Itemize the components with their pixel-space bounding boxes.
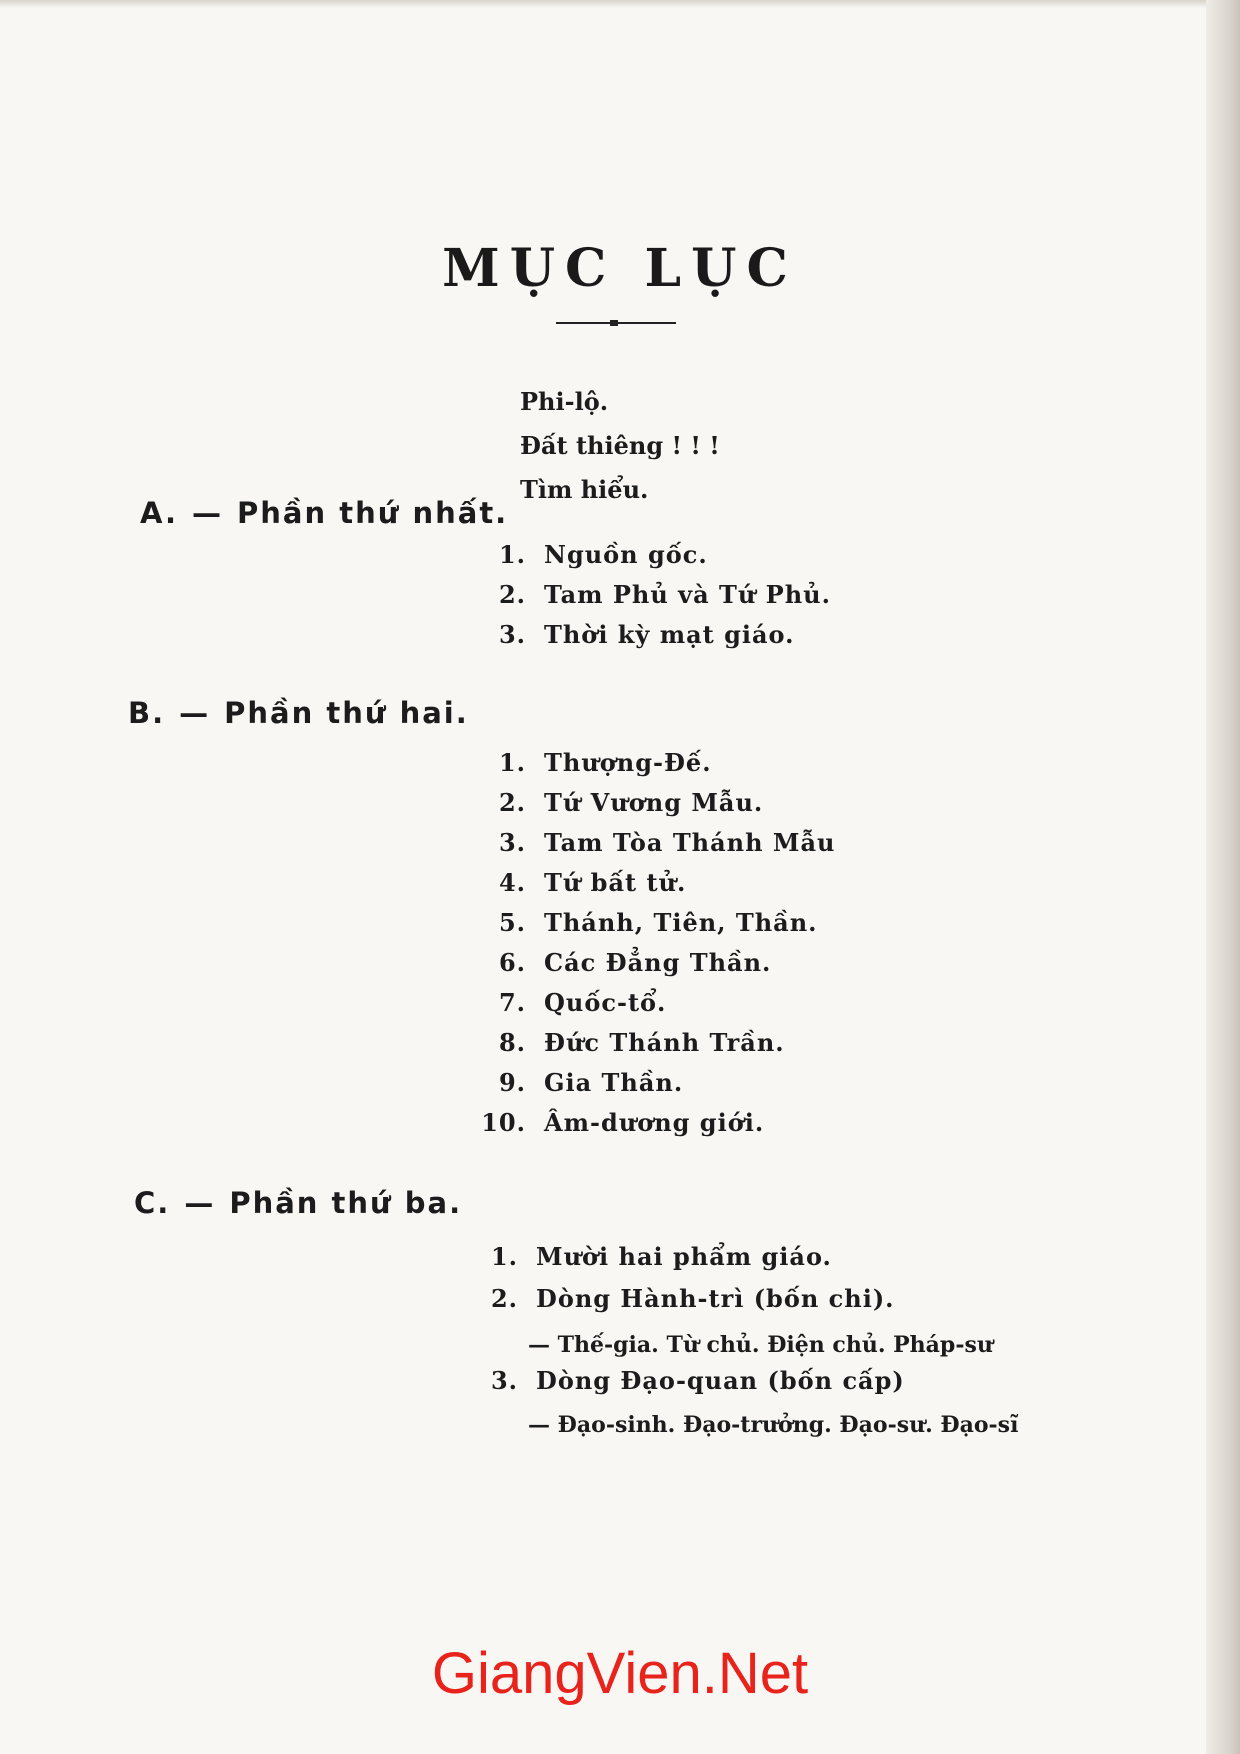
section-heading-b [128,696,469,730]
list-item [474,828,836,868]
section-label: Phần thứ nhất. [237,496,509,530]
section-heading-c [134,1186,462,1220]
intro-item: Đất thiêng ! ! ! [520,431,720,460]
item-number: 1. [498,748,526,777]
section-letter: B. [128,696,166,730]
list-item [474,988,836,1028]
page-top-edge [0,0,1240,8]
list-item [474,620,831,660]
section-c-items [466,1242,1018,1446]
list-item [474,1028,836,1068]
item-number: 1. [498,540,526,569]
item-number: 2. [490,1284,518,1313]
item-text: Thánh, Tiên, Thần. [544,908,818,937]
item-number: 2. [498,580,526,609]
section-dash: — [192,496,223,530]
list-item [474,540,831,580]
item-text: Tam Tòa Thánh Mẫu [544,828,836,857]
item-text: Âm-dương giới. [544,1108,765,1137]
item-number: 4. [498,868,526,897]
item-text: Dòng Đạo-quan (bốn cấp) [536,1366,905,1395]
section-dash: — [179,696,211,730]
list-item [474,748,836,788]
item-text: Dòng Hành-trì (bốn chi). [536,1284,895,1313]
intro-item: Tìm hiểu. [520,475,649,504]
item-text: Tứ bất tử. [544,868,687,897]
item-text: Gia Thần. [544,1068,684,1097]
page-title: MỤC LỤC [442,238,798,299]
item-number: 1. [490,1242,518,1271]
item-number: 2. [498,788,526,817]
item-number: 5. [498,908,526,937]
section-letter: A. [140,496,178,530]
list-item [466,1284,1018,1324]
section-heading-a [140,496,508,530]
list-item [474,580,831,620]
item-text: Các Đẳng Thần. [544,948,772,977]
item-number: 8. [498,1028,526,1057]
title-divider [556,322,676,324]
item-number: 3. [490,1366,518,1395]
section-label: Phần thứ ba. [229,1186,463,1220]
section-dash: — [184,1186,216,1220]
list-subitem: — Đạo-sinh. Đạo-trưởng. Đạo-sư. Đạo-sĩ [528,1412,1019,1438]
item-text: Đức Thánh Trần. [544,1028,785,1057]
list-item [474,1068,836,1108]
list-item [474,948,836,988]
item-number: 3. [498,828,526,857]
intro-item: Phi-lộ. [520,387,609,416]
item-text: Mười hai phẩm giáo. [536,1242,832,1271]
item-text: Nguồn gốc. [544,540,708,569]
item-number: 3. [498,620,526,649]
item-text: Thượng-Đế. [544,748,712,777]
section-a-items [474,540,831,660]
section-letter: C. [134,1186,171,1220]
list-item [466,1366,1018,1404]
watermark-text: GiangVien.Net [431,1641,809,1706]
item-number: 9. [498,1068,526,1097]
section-b-items [474,748,836,1148]
intro-list [520,380,720,512]
item-number: 7. [498,988,526,1017]
list-subitem: — Thế-gia. Từ chủ. Điện chủ. Pháp-sư [528,1332,993,1358]
list-item [474,1108,836,1148]
list-item [474,868,836,908]
item-text: Thời kỳ mạt giáo. [544,620,795,649]
list-item [474,788,836,828]
item-text: Tứ Vương Mẫu. [544,788,764,817]
item-text: Tam Phủ và Tứ Phủ. [544,580,831,609]
item-text: Quốc-tổ. [544,988,667,1017]
item-number: 6. [498,948,526,977]
section-label: Phần thứ hai. [224,696,469,730]
list-item [466,1242,1018,1284]
list-item [474,908,836,948]
item-number: 10. [481,1108,526,1137]
